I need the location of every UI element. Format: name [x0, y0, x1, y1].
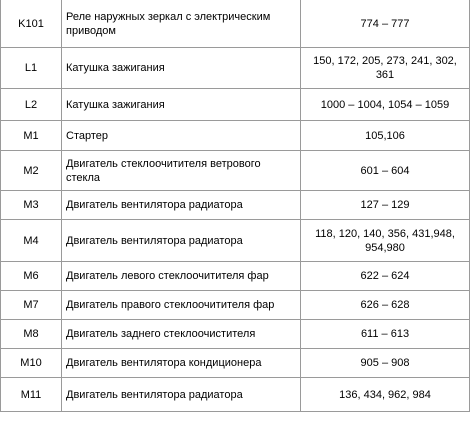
table-row — [1, 191, 470, 220]
component-code: M7 — [1, 291, 62, 320]
page-references: 622 – 624 — [301, 262, 470, 291]
component-code: M3 — [1, 191, 62, 220]
component-description: Двигатель вентилятора радиатора — [62, 220, 301, 262]
component-description: Двигатель вентилятора радиатора — [62, 191, 301, 220]
table-row — [1, 220, 470, 262]
component-description: Катушка зажигания — [62, 89, 301, 121]
table-row — [1, 262, 470, 291]
page-references: 105,106 — [301, 121, 470, 151]
component-code: K101 — [1, 0, 62, 48]
component-code: M10 — [1, 349, 62, 378]
component-description: Двигатель заднего стеклоочистителя — [62, 320, 301, 349]
page-references: 626 – 628 — [301, 291, 470, 320]
table-row — [1, 378, 470, 412]
page-references: 127 – 129 — [301, 191, 470, 220]
component-description: Двигатель вентилятора кондиционера — [62, 349, 301, 378]
component-description: Двигатель левого стеклоочитителя фар — [62, 262, 301, 291]
component-description: Двигатель стеклоочитителя ветрового стекла — [62, 151, 301, 191]
component-code: M6 — [1, 262, 62, 291]
component-code: M2 — [1, 151, 62, 191]
component-description: Стартер — [62, 121, 301, 151]
page-references: 774 – 777 — [301, 0, 470, 48]
table-row — [1, 121, 470, 151]
component-code: M11 — [1, 378, 62, 412]
page-references: 150, 172, 205, 273, 241, 302, 361 — [301, 48, 470, 89]
component-code: M1 — [1, 121, 62, 151]
page-references: 118, 120, 140, 356, 431,948, 954,980 — [301, 220, 470, 262]
component-code: M8 — [1, 320, 62, 349]
page-references: 905 – 908 — [301, 349, 470, 378]
component-description: Реле наружных зеркал с электрическим приводом — [62, 0, 301, 48]
page-references: 1000 – 1004, 1054 – 1059 — [301, 89, 470, 121]
component-description: Двигатель вентилятора радиатора — [62, 378, 301, 412]
table-row — [1, 89, 470, 121]
table-row — [1, 151, 470, 191]
table-row — [1, 0, 470, 48]
component-description: Двигатель правого стеклоочитителя фар — [62, 291, 301, 320]
table-row — [1, 291, 470, 320]
component-code: M4 — [1, 220, 62, 262]
table-row — [1, 349, 470, 378]
component-code: L1 — [1, 48, 62, 89]
component-description: Катушка зажигания — [62, 48, 301, 89]
table-row — [1, 48, 470, 89]
component-code: L2 — [1, 89, 62, 121]
page-references: 136, 434, 962, 984 — [301, 378, 470, 412]
page-references: 601 – 604 — [301, 151, 470, 191]
table-row — [1, 320, 470, 349]
page-references: 611 – 613 — [301, 320, 470, 349]
